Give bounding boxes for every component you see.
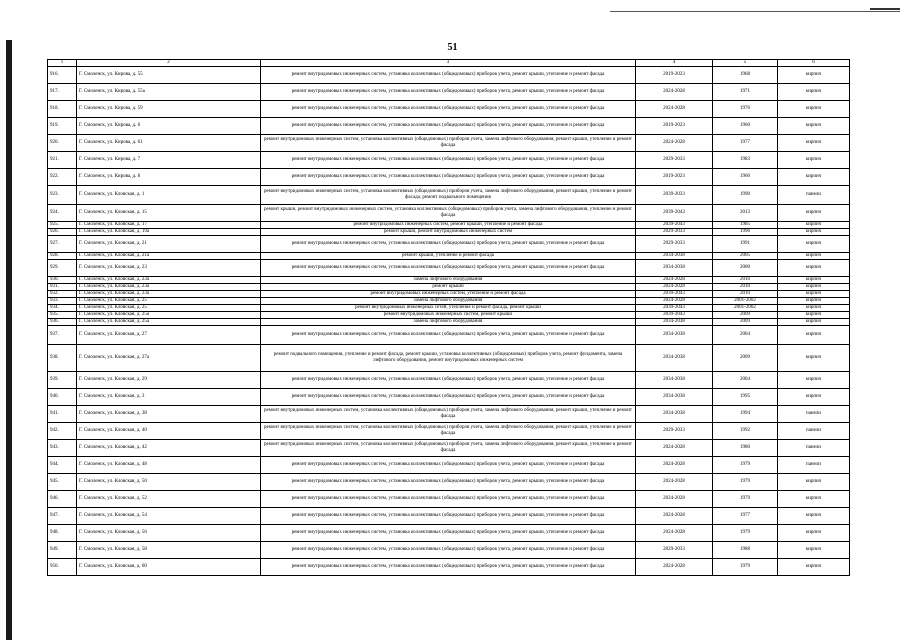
- period-cell: 2034-2038: [636, 319, 713, 326]
- period-cell: 2024-2028: [636, 298, 713, 305]
- wall-material-cell: кирпич: [778, 542, 850, 559]
- work-type-cell: ремонт внутридомовых инженерных систем, установка коллективных (общедомовых) приборов учета, ремонт крыши, утепление и ремонт фасада: [261, 236, 636, 253]
- table-row: [48, 67, 850, 84]
- year-built-cell: 2000: [713, 260, 778, 277]
- work-type-cell: ремонт внутридомовых инженерных систем, установка коллективных (общедомовых) приборов учета, ремонт крыши, утепление и ремонт фасада: [261, 67, 636, 84]
- year-built-cell: 2005: [713, 253, 778, 260]
- year-built-cell: 1979: [713, 474, 778, 491]
- address-cell: Г. Смоленск, ул. Кловская, д. 50: [77, 474, 261, 491]
- work-type-cell: ремонт внутридомовых инженерных систем, установка коллективных (общедомовых) приборов учета, замена лифтового оборудования, ремонт крыши, утепление и ремонт фасада: [261, 135, 636, 152]
- period-cell: 2039-2033: [636, 186, 713, 205]
- year-built-cell: 1960: [713, 118, 778, 135]
- row-number: 935.: [48, 312, 77, 319]
- row-number: 929.: [48, 260, 77, 277]
- column-number-header: [48, 60, 850, 67]
- work-type-cell: ремонт внутридомовых инженерных систем, установка коллективных (общедомовых) приборов учета, ремонт крыши, утепление и ремонт фасада: [261, 525, 636, 542]
- row-number: 936.: [48, 319, 77, 326]
- table-row: [48, 542, 850, 559]
- row-number: 928.: [48, 253, 77, 260]
- period-cell: 2029-2033: [636, 152, 713, 169]
- address-cell: Г. Смоленск, ул. Кловская, д. 58: [77, 542, 261, 559]
- year-built-cell: 1971: [713, 84, 778, 101]
- address-cell: Г. Смоленск, ул. Кловская, д. 38: [77, 406, 261, 423]
- table-row: [48, 236, 850, 253]
- address-cell: Г. Смоленск, ул. Кловская, д. 23а: [77, 277, 261, 284]
- row-number: 950.: [48, 559, 77, 576]
- table-row: [48, 152, 850, 169]
- row-number: 945.: [48, 474, 77, 491]
- period-cell: 2024-2028: [636, 508, 713, 525]
- wall-material-cell: кирпич: [778, 67, 850, 84]
- row-number: 933.: [48, 298, 77, 305]
- year-built-cell: 1995: [713, 389, 778, 406]
- table-row: [48, 345, 850, 372]
- work-type-cell: замена лифтового оборудования: [261, 319, 636, 326]
- table-row: [48, 559, 850, 576]
- year-built-cell: 1968: [713, 67, 778, 84]
- year-built-cell: 1977: [713, 508, 778, 525]
- table-row: [48, 312, 850, 319]
- work-type-cell: ремонт внутридомовых инженерных систем, установка коллективных (общедомовых) приборов учета, ремонт крыши, утепление и ремонт фасада: [261, 559, 636, 576]
- row-number: 940.: [48, 389, 77, 406]
- row-number: 943.: [48, 440, 77, 457]
- address-cell: Г. Смоленск, ул. Кловская, д. 1: [77, 186, 261, 205]
- period-cell: 2034-2038: [636, 345, 713, 372]
- address-cell: Г. Смоленск, ул. Кловская, д. 54: [77, 508, 261, 525]
- wall-material-cell: панели: [778, 423, 850, 440]
- wall-material-cell: кирпич: [778, 135, 850, 152]
- wall-material-cell: кирпич: [778, 508, 850, 525]
- address-cell: Г. Смоленск, ул. Кловская, д. 23а: [77, 284, 261, 291]
- header-cell: 5: [713, 60, 778, 67]
- wall-material-cell: кирпич: [778, 205, 850, 222]
- row-number: 949.: [48, 542, 77, 559]
- year-built-cell: 1980: [713, 440, 778, 457]
- table-row: [48, 101, 850, 118]
- address-cell: Г. Смоленск, ул. Кирова, д. 59: [77, 101, 261, 118]
- period-cell: 2039-2043: [636, 312, 713, 319]
- address-cell: Г. Смоленск, ул. Кловская, д. 25а: [77, 312, 261, 319]
- work-type-cell: ремонт внутридомовых инженерных систем, ремонт крыши, утепление и ремонт фасада: [261, 222, 636, 229]
- year-built-cell: 2010: [713, 291, 778, 298]
- wall-material-cell: панели: [778, 406, 850, 423]
- header-cell: 2: [77, 60, 261, 67]
- address-cell: Г. Смоленск, ул. Кирова, д. 7: [77, 152, 261, 169]
- period-cell: 2029-2033: [636, 229, 713, 236]
- table-row: [48, 291, 850, 298]
- year-built-cell: 2001-2002: [713, 298, 778, 305]
- period-cell: 2024-2028: [636, 135, 713, 152]
- period-cell: 2024-2028: [636, 101, 713, 118]
- period-cell: 2024-2028: [636, 559, 713, 576]
- wall-material-cell: кирпич: [778, 298, 850, 305]
- row-number: 944.: [48, 457, 77, 474]
- wall-material-cell: кирпич: [778, 169, 850, 186]
- work-type-cell: замена лифтового оборудования: [261, 298, 636, 305]
- wall-material-cell: кирпич: [778, 253, 850, 260]
- scan-artifact-line: [610, 11, 900, 12]
- work-type-cell: ремонт внутридомовых инженерных сетей, утепление и ремонт фасада, ремонт крыши: [261, 305, 636, 312]
- table-row: [48, 372, 850, 389]
- period-cell: 2024-2028: [636, 440, 713, 457]
- row-number: 934.: [48, 305, 77, 312]
- row-number: 922.: [48, 169, 77, 186]
- address-cell: Г. Смоленск, ул. Кирова, д. 61: [77, 135, 261, 152]
- work-type-cell: ремонт внутридомовых инженерных систем, установка коллективных (общедомовых) приборов учета, ремонт крыши, утепление и ремонт фасада: [261, 508, 636, 525]
- wall-material-cell: кирпич: [778, 305, 850, 312]
- year-built-cell: 1979: [713, 457, 778, 474]
- table-row: [48, 135, 850, 152]
- wall-material-cell: кирпич: [778, 559, 850, 576]
- period-cell: 2024-2028: [636, 277, 713, 284]
- table-row: [48, 474, 850, 491]
- address-cell: Г. Смоленск, ул. Кловская, д. 25: [77, 298, 261, 305]
- period-cell: 2029-2033: [636, 236, 713, 253]
- table-row: [48, 118, 850, 135]
- work-type-cell: ремонт внутридомовых инженерных систем, установка коллективных (общедомовых) приборов учета, ремонт крыши, утепление и ремонт фасада: [261, 542, 636, 559]
- wall-material-cell: кирпич: [778, 525, 850, 542]
- header-cell: 4: [636, 60, 713, 67]
- period-cell: 2024-2028: [636, 474, 713, 491]
- row-number: 939.: [48, 372, 77, 389]
- year-built-cell: 1992: [713, 423, 778, 440]
- row-number: 941.: [48, 406, 77, 423]
- page-number: 51: [447, 42, 458, 53]
- period-cell: 2024-2028: [636, 491, 713, 508]
- table-row: [48, 508, 850, 525]
- table-row: [48, 169, 850, 186]
- year-built-cell: 1977: [713, 135, 778, 152]
- wall-material-cell: кирпич: [778, 101, 850, 118]
- address-cell: Г. Смоленск, ул. Кловская, д. 48: [77, 457, 261, 474]
- table-row: [48, 260, 850, 277]
- year-built-cell: 2004: [713, 372, 778, 389]
- wall-material-cell: панели: [778, 186, 850, 205]
- period-cell: 2039-2043: [636, 291, 713, 298]
- period-cell: 2034-2038: [636, 389, 713, 406]
- work-type-cell: ремонт внутридомовых инженерных систем, установка коллективных (общедомовых) приборов учета, ремонт крыши, утепление и ремонт фасада: [261, 169, 636, 186]
- year-built-cell: 1979: [713, 491, 778, 508]
- wall-material-cell: кирпич: [778, 491, 850, 508]
- row-number: 932.: [48, 291, 77, 298]
- work-type-cell: ремонт внутридомовых инженерных систем, установка коллективных (общедомовых) приборов учета, ремонт крыши, утепление и ремонт фасада: [261, 101, 636, 118]
- wall-material-cell: кирпич: [778, 260, 850, 277]
- table-row: [48, 440, 850, 457]
- period-cell: 2034-2038: [636, 326, 713, 345]
- row-number: 948.: [48, 525, 77, 542]
- wall-material-cell: кирпич: [778, 236, 850, 253]
- work-type-cell: ремонт внутридомовых инженерных систем, установка коллективных (общедомовых) приборов учета, замена лифтового оборудования, ремонт крыши, утепление и ремонт фасада: [261, 423, 636, 440]
- row-number: 925.: [48, 222, 77, 229]
- header-cell: 3: [261, 60, 636, 67]
- header-cell: 6: [778, 60, 850, 67]
- table-row: [48, 389, 850, 406]
- wall-material-cell: кирпич: [778, 319, 850, 326]
- year-built-cell: 2009: [713, 319, 778, 326]
- address-cell: Г. Смоленск, ул. Кловская, д. 60: [77, 559, 261, 576]
- row-number: 947.: [48, 508, 77, 525]
- address-cell: Г. Смоленск, ул. Кловская, д. 19а: [77, 229, 261, 236]
- table-row: [48, 491, 850, 508]
- capital-repair-table: [47, 59, 850, 576]
- row-number: 942.: [48, 423, 77, 440]
- header-cell: 1: [48, 60, 77, 67]
- table-row: [48, 326, 850, 345]
- table-row: [48, 277, 850, 284]
- work-type-cell: ремонт внутридомовых инженерных систем, установка коллективных (общедомовых) приборов учета, ремонт крыши, утепление и ремонт фасада: [261, 389, 636, 406]
- address-cell: Г. Смоленск, ул. Кловская, д. 21а: [77, 253, 261, 260]
- address-cell: Г. Смоленск, ул. Кловская, д. 27а: [77, 345, 261, 372]
- work-type-cell: замена лифтового оборудования: [261, 277, 636, 284]
- row-number: 926.: [48, 229, 77, 236]
- year-built-cell: 2009: [713, 312, 778, 319]
- address-cell: Г. Смоленск, ул. Кловская, д. 56: [77, 525, 261, 542]
- period-cell: 2029-2033: [636, 423, 713, 440]
- year-built-cell: 2010: [713, 277, 778, 284]
- row-number: 927.: [48, 236, 77, 253]
- period-cell: 2024-2028: [636, 84, 713, 101]
- work-type-cell: ремонт внутридомовых инженерных систем, установка коллективных (общедомовых) приборов учета, ремонт крыши, утепление и ремонт фасада: [261, 152, 636, 169]
- address-cell: Г. Смоленск, ул. Кловская, д. 25а: [77, 319, 261, 326]
- year-built-cell: 1988: [713, 542, 778, 559]
- row-number: 923.: [48, 186, 77, 205]
- address-cell: Г. Смоленск, ул. Кловская, д. 17: [77, 222, 261, 229]
- work-type-cell: ремонт внутридомовых инженерных систем, ремонт крыши: [261, 312, 636, 319]
- year-built-cell: 2009: [713, 345, 778, 372]
- period-cell: 2024-2028: [636, 284, 713, 291]
- wall-material-cell: кирпич: [778, 474, 850, 491]
- year-built-cell: 1990: [713, 186, 778, 205]
- period-cell: 2029-2033: [636, 542, 713, 559]
- period-cell: 2024-2028: [636, 457, 713, 474]
- address-cell: Г. Смоленск, ул. Кловская, д. 15: [77, 205, 261, 222]
- row-number: 920.: [48, 135, 77, 152]
- year-built-cell: 1991: [713, 236, 778, 253]
- row-number: 919.: [48, 118, 77, 135]
- wall-material-cell: панели: [778, 440, 850, 457]
- wall-material-cell: кирпич: [778, 277, 850, 284]
- period-cell: 2039-2043: [636, 222, 713, 229]
- work-type-cell: ремонт внутридомовых инженерных систем, установка коллективных (общедомовых) приборов учета, замена лифтового оборудования, ремонт крыши, утепление и ремонт фасада: [261, 440, 636, 457]
- table-row: [48, 319, 850, 326]
- year-built-cell: 1994: [713, 406, 778, 423]
- table-row: [48, 305, 850, 312]
- table-row: [48, 222, 850, 229]
- work-type-cell: ремонт крыши: [261, 284, 636, 291]
- row-number: 946.: [48, 491, 77, 508]
- table-row: [48, 284, 850, 291]
- period-cell: 2019-2023: [636, 169, 713, 186]
- work-type-cell: ремонт внутридомовых инженерных систем, установка коллективных (общедомовых) приборов учета, замена лифтового оборудования, ремонт крыши, утепление и ремонт фасада: [261, 406, 636, 423]
- wall-material-cell: кирпич: [778, 389, 850, 406]
- work-type-cell: ремонт внутридомовых инженерных систем, установка коллективных (общедомовых) приборов учета, ремонт крыши, утепление и ремонт фасада: [261, 372, 636, 389]
- year-built-cell: 1983: [713, 152, 778, 169]
- wall-material-cell: кирпич: [778, 222, 850, 229]
- address-cell: Г. Смоленск, ул. Кловская, д. 27: [77, 326, 261, 345]
- address-cell: Г. Смоленск, ул. Кирова, д. 55: [77, 67, 261, 84]
- table-row: [48, 253, 850, 260]
- wall-material-cell: кирпич: [778, 118, 850, 135]
- wall-material-cell: кирпич: [778, 152, 850, 169]
- period-cell: 2024-2028: [636, 525, 713, 542]
- work-type-cell: ремонт внутридомовых инженерных систем, установка коллективных (общедомовых) приборов учета, замена лифтового оборудования, ремонт крыши, утепление и ремонт фасада, ремонт подвального помещения: [261, 186, 636, 205]
- year-built-cell: 1976: [713, 101, 778, 118]
- year-built-cell: 2010: [713, 284, 778, 291]
- row-number: 924.: [48, 205, 77, 222]
- wall-material-cell: кирпич: [778, 372, 850, 389]
- wall-material-cell: панели: [778, 457, 850, 474]
- period-cell: 2019-2023: [636, 118, 713, 135]
- year-built-cell: 1985: [713, 222, 778, 229]
- address-cell: Г. Смоленск, ул. Кловская, д. 21: [77, 236, 261, 253]
- address-cell: Г. Смоленск, ул. Кирова, д. 8: [77, 169, 261, 186]
- row-number: 930.: [48, 277, 77, 284]
- work-type-cell: ремонт крыши, ремонт внутридомовых инженерных систем, установка коллективных (общедомовых) приборов учета, замена лифтового оборудования, утепление и ремонт фасада: [261, 205, 636, 222]
- year-built-cell: 2013: [713, 205, 778, 222]
- work-type-cell: ремонт внутридомовых инженерных систем, установка коллективных (общедомовых) приборов учета, ремонт крыши, утепление и ремонт фасада: [261, 457, 636, 474]
- scan-binding-edge: [6, 40, 12, 640]
- table-row: [48, 406, 850, 423]
- address-cell: Г. Смоленск, ул. Кловская, д. 52: [77, 491, 261, 508]
- period-cell: 2034-2038: [636, 260, 713, 277]
- period-cell: 2019-2023: [636, 67, 713, 84]
- row-number: 938.: [48, 345, 77, 372]
- year-built-cell: 1996: [713, 229, 778, 236]
- row-number: 917.: [48, 84, 77, 101]
- work-type-cell: ремонт крыши, утепление и ремонт фасада: [261, 253, 636, 260]
- wall-material-cell: кирпич: [778, 229, 850, 236]
- wall-material-cell: кирпич: [778, 284, 850, 291]
- table-row: [48, 186, 850, 205]
- year-built-cell: 2001-2002: [713, 305, 778, 312]
- work-type-cell: ремонт внутридомовых инженерных систем, установка коллективных (общедомовых) приборов учета, ремонт крыши, утепление и ремонт фасада: [261, 260, 636, 277]
- period-cell: 2039-2043: [636, 305, 713, 312]
- wall-material-cell: кирпич: [778, 345, 850, 372]
- address-cell: Г. Смоленск, ул. Кловская, д. 3: [77, 389, 261, 406]
- address-cell: Г. Смоленск, ул. Кловская, д. 25: [77, 305, 261, 312]
- work-type-cell: ремонт внутридомовых инженерных систем, установка коллективных (общедомовых) приборов учета, ремонт крыши, утепление и ремонт фасада: [261, 84, 636, 101]
- year-built-cell: 1979: [713, 525, 778, 542]
- address-cell: Г. Смоленск, ул. Кловская, д. 42: [77, 440, 261, 457]
- address-cell: Г. Смоленск, ул. Кловская, д. 23: [77, 260, 261, 277]
- work-type-cell: ремонт внутридомовых инженерных систем, установка коллективных (общедомовых) приборов учета, ремонт крыши, утепление и ремонт фасада: [261, 474, 636, 491]
- work-type-cell: ремонт подвального помещения, утепление и ремонт фасада, ремонт крыши, установка коллективных (общедомовых) приборов учета, ремонт фундамента, замена лифтового оборудования, ремонт внутридомовых инженерных систем: [261, 345, 636, 372]
- period-cell: 2034-2038: [636, 253, 713, 260]
- row-number: 931.: [48, 284, 77, 291]
- table-row: [48, 525, 850, 542]
- table-row: [48, 298, 850, 305]
- wall-material-cell: кирпич: [778, 291, 850, 298]
- table-row: [48, 457, 850, 474]
- table-row: [48, 229, 850, 236]
- wall-material-cell: кирпич: [778, 312, 850, 319]
- work-type-cell: ремонт внутридомовых инженерных систем, установка коллективных (общедомовых) приборов учета, ремонт крыши, утепление и ремонт фасада: [261, 118, 636, 135]
- row-number: 918.: [48, 101, 77, 118]
- work-type-cell: ремонт крыши, ремонт внутридомовых инженерных систем: [261, 229, 636, 236]
- work-type-cell: ремонт внутридомовых инженерных систем, установка коллективных (общедомовых) приборов учета, ремонт крыши, утепление и ремонт фасада: [261, 491, 636, 508]
- work-type-cell: ремонт внутридомовых инженерных систем, установка коллективных (общедомовых) приборов учета, ремонт крыши, утепление и ремонт фасада: [261, 326, 636, 345]
- address-cell: Г. Смоленск, ул. Кловская, д. 29: [77, 372, 261, 389]
- table-row: [48, 84, 850, 101]
- wall-material-cell: кирпич: [778, 326, 850, 345]
- year-built-cell: 1960: [713, 169, 778, 186]
- row-number: 937.: [48, 326, 77, 345]
- table-row: [48, 205, 850, 222]
- scan-artifact-mark: [870, 8, 900, 10]
- table-row: [48, 423, 850, 440]
- address-cell: Г. Смоленск, ул. Кирова, д. 55а: [77, 84, 261, 101]
- period-cell: 2034-2038: [636, 406, 713, 423]
- year-built-cell: 1979: [713, 559, 778, 576]
- row-number: 916.: [48, 67, 77, 84]
- wall-material-cell: кирпич: [778, 84, 850, 101]
- address-cell: Г. Смоленск, ул. Кловская, д. 23а: [77, 291, 261, 298]
- period-cell: 2039-2043: [636, 205, 713, 222]
- address-cell: Г. Смоленск, ул. Кловская, д. 40: [77, 423, 261, 440]
- address-cell: Г. Смоленск, ул. Кирова, д. 6: [77, 118, 261, 135]
- work-type-cell: ремонт внутридомовых инженерных систем, утепление и ремонт фасада: [261, 291, 636, 298]
- period-cell: 2034-2038: [636, 372, 713, 389]
- row-number: 921.: [48, 152, 77, 169]
- year-built-cell: 2004: [713, 326, 778, 345]
